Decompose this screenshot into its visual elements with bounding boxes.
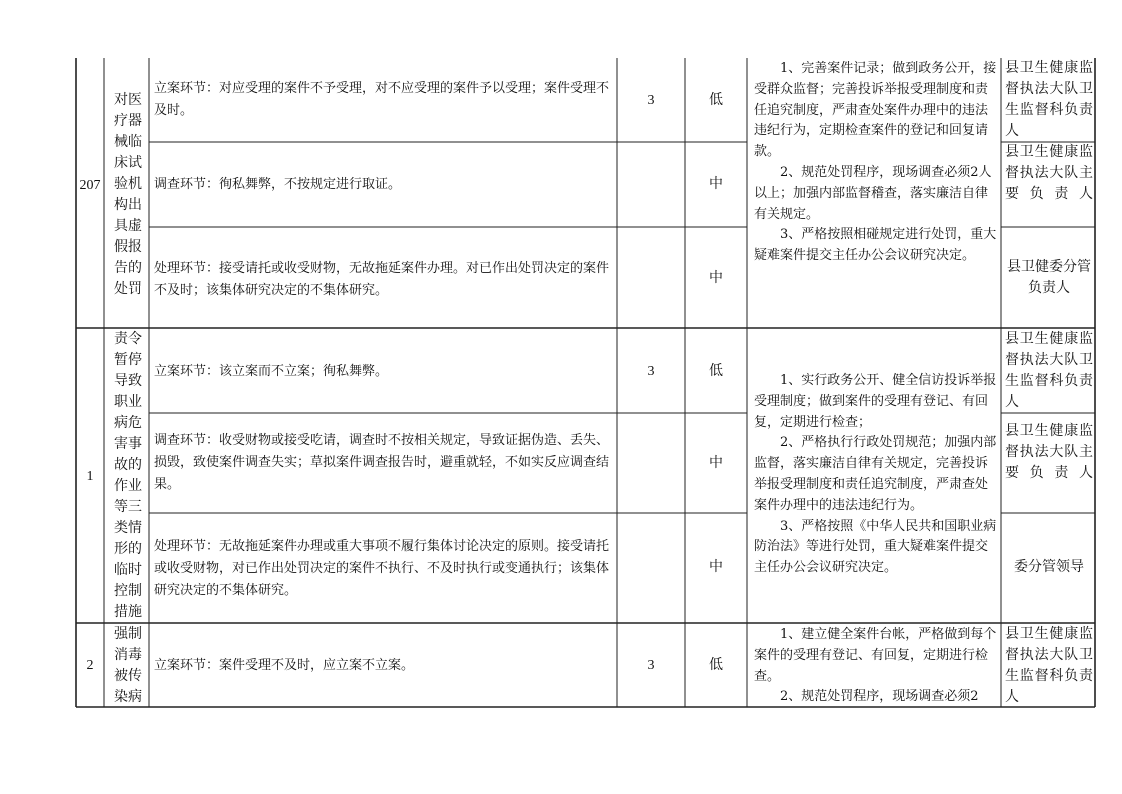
risk-level: 低 (709, 363, 723, 379)
risk-link-investigation: 调查环节：收受财物或接受吃请，调查时不按相关规定，导致证据伪造、丢失、损毁，致使案件调查失实；草拟案件调查报告时，避重就轻，不如实反应调查结果。 (154, 433, 610, 492)
prevention-measures: 1、实行政务公开、健全信访投诉举报受理制度；做到案件的受理有登记、有回复，定期进行检查； 2、严格执行行政处罚规范；加强内部监督，落实廉洁自律有关规定，完善投诉举报受理制度和责任追究制度，严肃查处案件办理中的违法违纪行为。 3、严格按照《中华人民共和国职业病防治法》等进行处罚，重大疑难案件提交主任办公会议研究决定。 (754, 373, 997, 576)
row-number: 1 (86, 469, 94, 484)
responsible-person: 县卫生健康监督执法大队主要负责人 (1005, 144, 1093, 202)
risk-link-filing: 立案环节：该立案而不立案；徇私舞弊。 (154, 364, 389, 379)
row-number: 2 (86, 658, 94, 673)
risk-level: 中 (709, 455, 723, 471)
risk-score: 3 (647, 93, 655, 108)
risk-level: 中 (709, 270, 723, 286)
risk-level: 低 (709, 657, 723, 673)
risk-level: 低 (709, 92, 723, 108)
risk-score: 3 (647, 364, 655, 379)
prevention-measures: 1、完善案件记录；做到政务公开，接受群众监督；完善投诉举报受理制度和责任追究制度，严肃查处案件办理中的违法违纪行为，定期检查案件的登记和回复请款。 2、规范处罚程序，现场调查必须2人以上；加强内部监督稽查，落实廉洁自律有关规定。 3、严格按照相碰规定进行处罚，重大疑难案件提交主任办公会议研究决定。 (754, 61, 997, 264)
risk-link-filing: 立案环节：对应受理的案件不予受理，对不应受理的案件予以受理；案件受理不及时。 (154, 81, 610, 118)
item-name: 对医疗器械临床试验机构出具虚假报告的处罚 (114, 92, 142, 297)
risk-level: 中 (709, 176, 723, 192)
responsible-person: 县卫健委分管负责人 (1007, 259, 1091, 296)
risk-link-investigation: 调查环节：徇私舞弊，不按规定进行取证。 (154, 177, 402, 192)
responsible-person: 县卫生健康监督执法大队卫生监督科负责人 (1005, 626, 1093, 705)
risk-score: 3 (647, 658, 655, 673)
responsible-person: 县卫生健康监督执法大队卫生监督科负责人 (1005, 331, 1093, 410)
prevention-measures: 1、建立健全案件台帐，严格做到每个案件的受理有登记、有回复，定期进行检查。 2、规范处罚程序，现场调查必须2 (754, 627, 997, 705)
item-name: 责令暂停导致职业病危害事故的作业等三类情形的临时控制措施 (114, 331, 142, 620)
risk-link-filing: 立案环节：案件受理不及时，应立案不立案。 (154, 658, 415, 673)
risk-link-handling: 处理环节：无故拖延案件办理或重大事项不履行集体讨论决定的原则。接受请托或收受财物，对已作出处罚决定的案件不执行、不及时执行或变通执行；该集体研究决定的不集体研究。 (154, 539, 610, 598)
row-number: 207 (79, 178, 101, 193)
risk-level: 中 (709, 559, 723, 575)
responsible-person: 委分管领导 (1014, 559, 1084, 575)
responsible-person: 县卫生健康监督执法大队主要负责人 (1005, 423, 1093, 481)
risk-link-handling: 处理环节：接受请托或收受财物，无故拖延案件办理。对已作出处罚决定的案件不及时；该集体研究决定的不集体研究。 (154, 261, 610, 298)
item-name: 强制消毒被传染病 (114, 626, 142, 705)
responsible-person: 县卫生健康监督执法大队卫生监督科负责人 (1005, 60, 1093, 139)
